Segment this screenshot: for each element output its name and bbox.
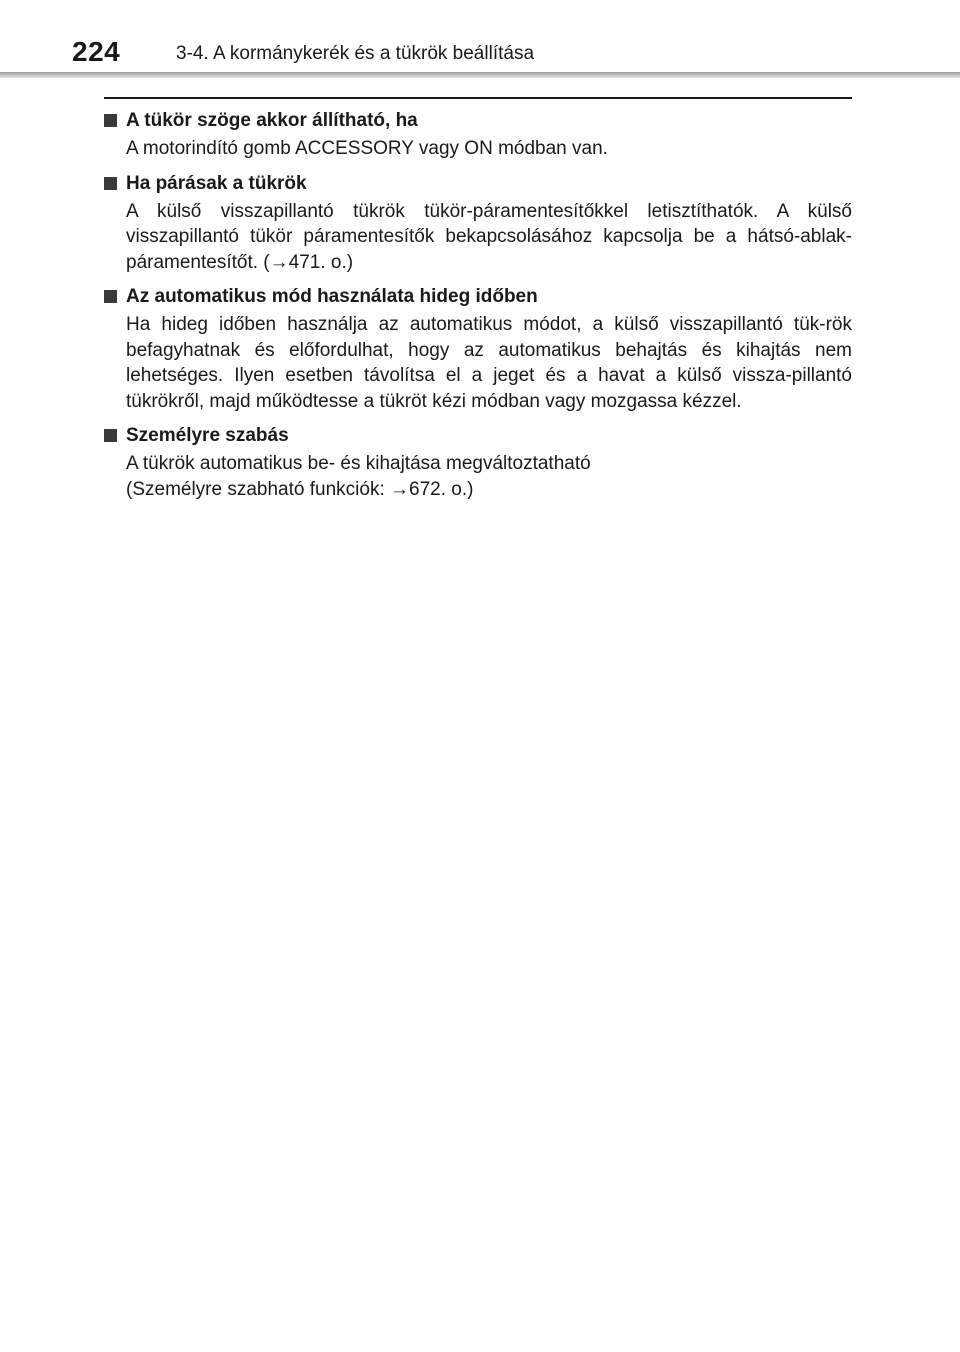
section-heading [104, 284, 852, 309]
paragraph: A motorindító gomb ACCESSORY vagy ON módban van. [126, 138, 608, 159]
section-heading [104, 423, 852, 448]
section-heading-text: A tükör szöge akkor állítható, ha [126, 110, 418, 131]
section-body [126, 451, 852, 502]
section-customization [104, 423, 852, 502]
running-title: 3-4. A kormánykerék és a tükrök beállítása [176, 43, 535, 64]
page-number: 224 [72, 36, 121, 67]
section-auto-mode-cold [104, 284, 852, 414]
section-heading-text: Az automatikus mód használata hideg időben [126, 286, 538, 307]
section-heading [104, 171, 852, 196]
page-content [104, 97, 852, 511]
section-body [126, 199, 852, 276]
paragraph-line: A tükrök automatikus be- és kihajtása megváltoztatható [126, 453, 591, 474]
content-top-rule [104, 97, 852, 99]
header-rule [0, 72, 960, 78]
square-bullet-icon [104, 114, 117, 127]
section-heading-text: Ha párásak a tükrök [126, 172, 307, 194]
section-heading [104, 108, 852, 133]
paragraph-line: (Személyre szabható funkciók: →672. o.) [126, 478, 474, 500]
section-body [126, 136, 852, 162]
page-header [0, 0, 960, 80]
paragraph: A külső visszapillantó tükrök tükör-páramentesítőkkel letisztíthatók. A külső visszapillantó tükör páramentesítők bekapcsolásához kapcsolja be a hátsó-ablak-páramentesítőt. (→471. o.) [126, 200, 852, 273]
section-body [126, 312, 852, 414]
section-heading-text: Személyre szabás [126, 425, 289, 446]
section-fogged-mirrors [104, 171, 852, 276]
paragraph: Ha hideg időben használja az automatikus módot, a külső visszapillantó tük-rök befagyhatnak és előfordulhat, hogy az automatikus behajtás és kihajtás nem lehetséges. Ilyen esetben távolítsa el a jeget és a havat a külső vissza-pillantó tükrökről, majd működtesse a tükröt kézi módban vagy mozgassa kézzel. [126, 314, 852, 412]
square-bullet-icon [104, 177, 117, 190]
square-bullet-icon [104, 429, 117, 442]
square-bullet-icon [104, 290, 117, 303]
section-mirror-angle [104, 108, 852, 162]
